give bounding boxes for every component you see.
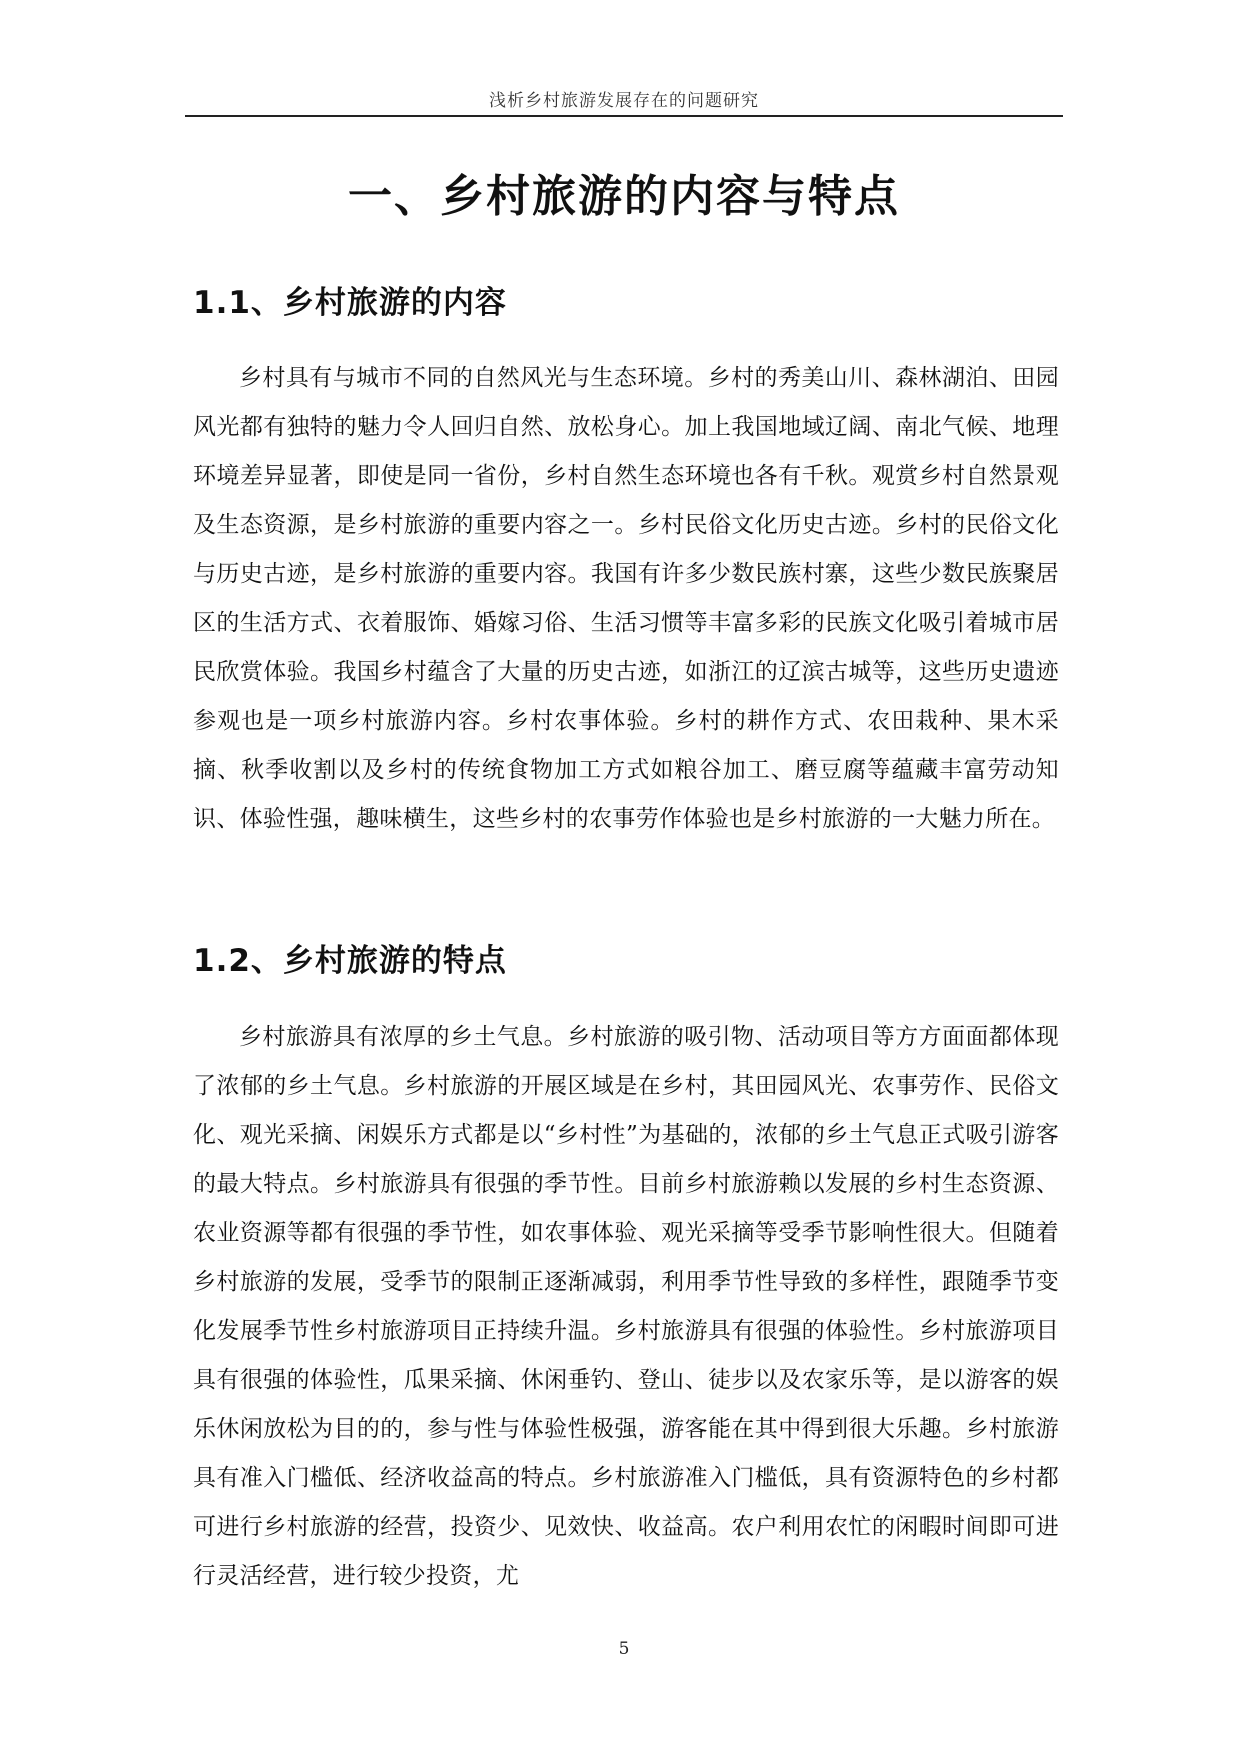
page-number: 5 <box>618 1639 630 1659</box>
header-divider <box>185 115 1063 117</box>
section-body-1-1: 乡村具有与城市不同的自然风光与生态环境。乡村的秀美山川、森林湖泊、田园风光都有独特的魅力令人回归自然、放松身心。加上我国地域辽阔、南北气候、地理环境差异显著，即使是同一省份，乡村自然生态环境也各有千秋。观赏乡村自然景观及生态资源，是乡村旅游的重要内容之一。乡村民俗文化历史古迹。乡村的民俗文化与历史古迹，是乡村旅游的重要内容。我国有许多少数民族村寨，这些少数民族聚居区的生活方式、衣着服饰、婚嫁习俗、生活习惯等丰富多彩的民族文化吸引着城市居民欣赏体验。我国乡村蕴含了大量的历史古迹，如浙江的辽滨古城等，这些历史遗迹参观也是一项乡村旅游内容。乡村农事体验。乡村的耕作方式、农田栽种、果木采摘、秋季收割以及乡村的传统食物加工方式如粮谷加工、磨豆腐等蕴藏丰富劳动知识、体验性强，趣味横生，这些乡村的农事劳作体验也是乡村旅游的一大魅力所在。 <box>193 365 1059 832</box>
section-heading-1-1: 1.1、乡村旅游的内容 <box>193 285 507 321</box>
section-heading-1-2: 1.2、乡村旅游的特点 <box>193 943 507 979</box>
chapter-title: 一、乡村旅游的内容与特点 <box>348 171 900 222</box>
section-body-1-2: 乡村旅游具有浓厚的乡土气息。乡村旅游的吸引物、活动项目等方方面面都体现了浓郁的乡土气息。乡村旅游的开展区域是在乡村，其田园风光、农事劳作、民俗文化、观光采摘、闲娱乐方式都是以“乡村性”为基础的，浓郁的乡土气息正式吸引游客的最大特点。乡村旅游具有很强的季节性。目前乡村旅游赖以发展的乡村生态资源、农业资源等都有很强的季节性，如农事体验、观光采摘等受季节影响性很大。但随着乡村旅游的发展，受季节的限制正逐渐减弱，利用季节性导致的多样性，跟随季节变化发展季节性乡村旅游项目正持续升温。乡村旅游具有很强的体验性。乡村旅游项目具有很强的体验性，瓜果采摘、休闲垂钓、登山、徒步以及农家乐等，是以游客的娱乐休闲放松为目的的，参与性与体验性极强，游客能在其中得到很大乐趣。乡村旅游具有准入门槛低、经济收益高的特点。乡村旅游准入门槛低，具有资源特色的乡村都可进行乡村旅游的经营，投资少、见效快、收益高。农户利用农忙的闲暇时间即可进行灵活经营，进行较少投资，尤 <box>193 1024 1059 1589</box>
running-header: 浅析乡村旅游发展存在的问题研究 <box>489 91 759 111</box>
